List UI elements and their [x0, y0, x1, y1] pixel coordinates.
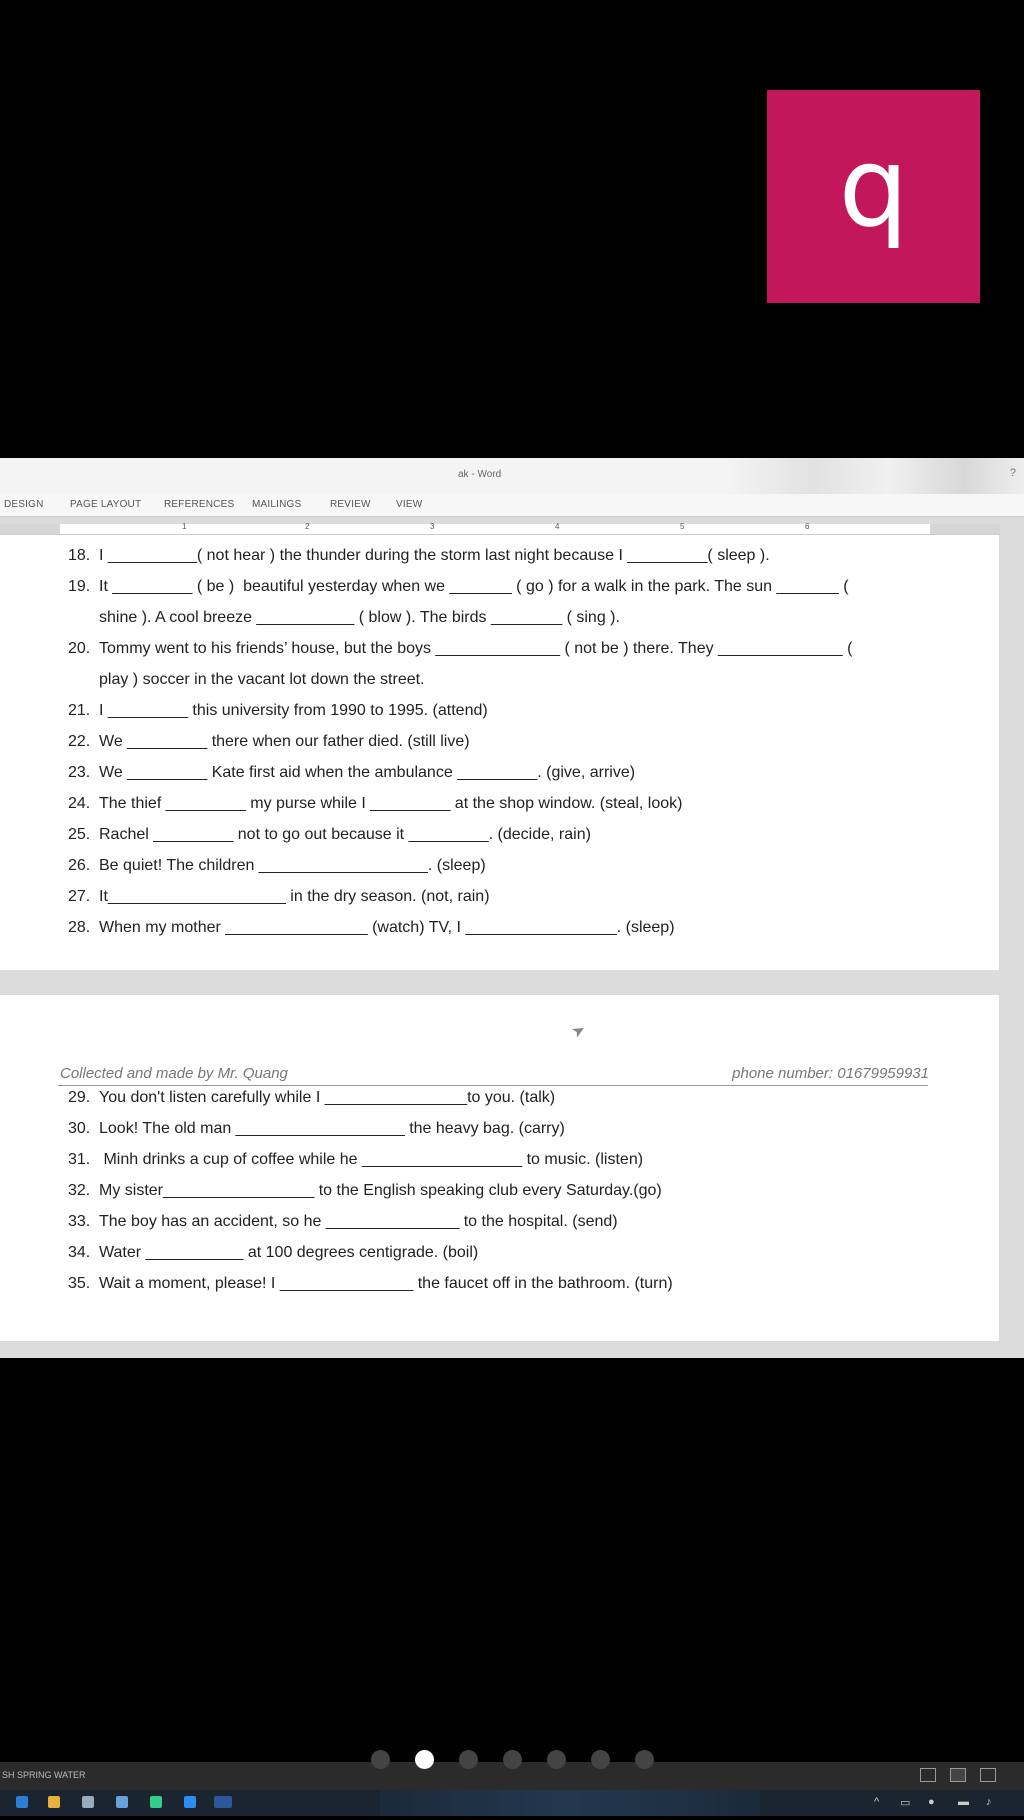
carousel-dot[interactable] [415, 1750, 434, 1769]
title-bar [0, 458, 1024, 494]
page-header-author: Collected and made by Mr. Quang [60, 1065, 288, 1082]
ruler-mark: 5 [680, 522, 685, 531]
list-item: 33. The boy has an accident, so he _______________ to the hospital. (send) [68, 1213, 618, 1230]
word-app-icon[interactable] [214, 1796, 232, 1808]
read-mode-icon[interactable] [920, 1768, 936, 1782]
horizontal-ruler[interactable] [0, 524, 1000, 535]
page-header-phone: phone number: 01679959931 [732, 1065, 929, 1082]
ruler-mark: 1 [182, 522, 187, 531]
tray-chevron-icon[interactable]: ^ [874, 1796, 880, 1808]
list-item: 31. Minh drinks a cup of coffee while he __________________ to music. (listen) [68, 1151, 644, 1168]
document-page-1[interactable] [0, 535, 999, 970]
list-item: 28. When my mother ________________ (watch) TV, I _________________. (sleep) [68, 919, 675, 936]
tab-view[interactable]: VIEW [396, 499, 423, 510]
list-item: 27. It____________________ in the dry season. (not, rain) [68, 888, 490, 905]
tab-page-layout[interactable]: PAGE LAYOUT [70, 499, 142, 510]
web-layout-icon[interactable] [980, 1768, 996, 1782]
list-item: 26. Be quiet! The children ___________________. (sleep) [68, 857, 486, 874]
avatar-tile [767, 90, 980, 303]
list-item: 21. I _________ this university from 1990 to 1995. (attend) [68, 702, 488, 719]
carousel-dots [0, 1750, 1024, 1769]
ruler-mark: 3 [430, 522, 435, 531]
print-layout-icon[interactable] [950, 1768, 966, 1782]
list-item: 34. Water ___________ at 100 degrees centigrade. (boil) [68, 1244, 479, 1261]
carousel-dot[interactable] [459, 1750, 478, 1769]
header-divider [58, 1085, 928, 1086]
zoom-icon[interactable] [184, 1796, 196, 1808]
list-item: 30. Look! The old man ___________________ the heavy bag. (carry) [68, 1120, 565, 1137]
window-title: ak - Word [458, 469, 502, 480]
app-icon[interactable] [82, 1796, 94, 1808]
carousel-dot[interactable] [547, 1750, 566, 1769]
edge-icon[interactable] [16, 1796, 28, 1808]
list-item: 29. You don't listen carefully while I ________________to you. (talk) [68, 1089, 556, 1106]
list-item: 35. Wait a moment, please! I _______________ the faucet off in the bathroom. (turn) [68, 1275, 673, 1292]
word-window [0, 458, 1024, 1809]
mouse-cursor-icon: ➤ [568, 1020, 590, 1043]
list-item: 18. I __________( not hear ) the thunder during the storm last night because I _________( sleep ). [68, 547, 770, 564]
tray-battery-icon[interactable]: ▬ [958, 1796, 969, 1808]
carousel-dot[interactable] [503, 1750, 522, 1769]
tab-mailings[interactable]: MAILINGS [252, 499, 302, 510]
tab-references[interactable]: REFERENCES [164, 499, 235, 510]
help-icon[interactable]: ? [1009, 467, 1016, 479]
app-icon[interactable] [150, 1796, 162, 1808]
ribbon-tabs [0, 494, 1024, 517]
app-icon[interactable] [116, 1796, 128, 1808]
list-item-continued: play ) soccer in the vacant lot down the street. [99, 671, 425, 688]
title-bar-decoration [724, 458, 1024, 494]
list-item: 32. My sister_________________ to the English speaking club every Saturday.(go) [68, 1182, 662, 1199]
list-item: 23. We _________ Kate first aid when the ambulance _________. (give, arrive) [68, 764, 636, 781]
tray-volume-icon[interactable]: ♪ [986, 1796, 992, 1808]
tray-network-icon[interactable]: ● [928, 1796, 935, 1808]
tab-design[interactable]: DESIGN [4, 499, 44, 510]
tray-keyboard-icon[interactable]: ▭ [900, 1797, 911, 1809]
list-item: 19. It _________ ( be ) beautiful yesterday when we _______ ( go ) for a walk in the park. The sun _______ ( [68, 578, 849, 595]
list-item: 20. Tommy went to his friends’ house, but the boys ______________ ( not be ) there. They ______________ ( [68, 640, 853, 657]
tab-review[interactable]: REVIEW [330, 499, 371, 510]
document-page-2[interactable] [0, 995, 999, 1341]
list-item: 25. Rachel _________ not to go out because it _________. (decide, rain) [68, 826, 591, 843]
carousel-dot[interactable] [635, 1750, 654, 1769]
list-item: 22. We _________ there when our father died. (still live) [68, 733, 470, 750]
list-item: 24. The thief _________ my purse while I _________ at the shop window. (steal, look) [68, 795, 683, 812]
carousel-dot[interactable] [371, 1750, 390, 1769]
avatar-letter: q [838, 122, 909, 251]
ruler-mark: 6 [805, 522, 810, 531]
windows-taskbar [0, 1790, 1024, 1816]
status-text: SH SPRING WATER [2, 1770, 86, 1780]
ruler-mark: 4 [555, 522, 560, 531]
carousel-dot[interactable] [591, 1750, 610, 1769]
file-explorer-icon[interactable] [48, 1796, 60, 1808]
ruler-mark: 2 [305, 522, 310, 531]
list-item-continued: shine ). A cool breeze ___________ ( blow ). The birds ________ ( sing ). [99, 609, 620, 626]
